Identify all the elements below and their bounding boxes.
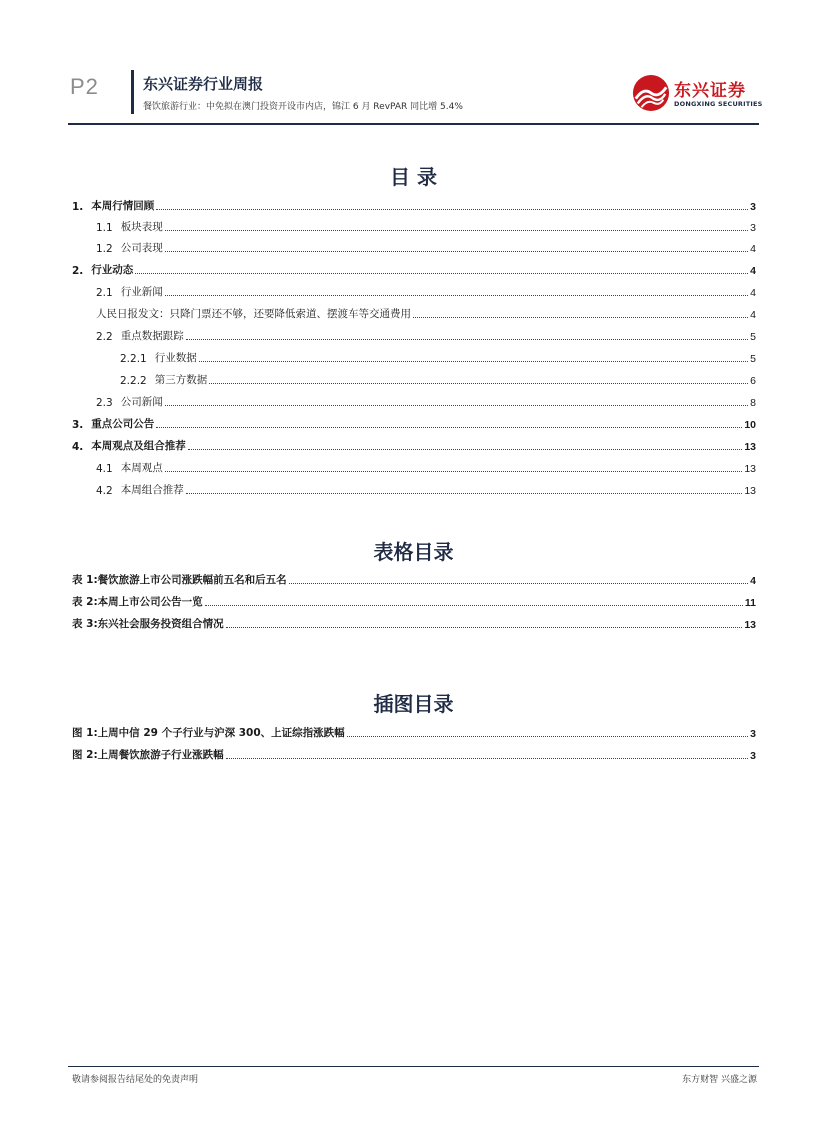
toc-entry-label: 本周观点及组合推荐 [91,440,186,452]
toc-entry-page: 3 [750,750,756,762]
toc-entry-label: 行业新闻 [120,286,163,298]
toc-entry-page: 5 [750,331,756,343]
footer-rule [68,1066,759,1067]
toc-title: 目 录 [390,165,437,189]
logo-chinese-name: 东兴证券 [674,81,746,101]
toc-entry-page: 10 [744,419,756,431]
toc-entry-label: 重点公司公告 [91,418,155,430]
toc-leader-dots [165,405,748,406]
toc-entry-number: 4.2 [96,485,113,497]
toc-entry-label: 公司新闻 [120,396,163,408]
toc-entry[interactable] [96,395,756,409]
toc-entry-page: 4 [750,575,756,587]
footer-disclaimer: 敬请参阅报告结尾处的免责声明 [72,1075,199,1085]
toc-entry-label: 表 1:餐饮旅游上市公司涨跌幅前五名和后五名 [72,574,287,586]
toc-leader-dots [156,427,742,428]
toc-leader-dots [156,209,748,210]
toc-leader-dots [186,339,748,340]
toc-entry-label: 本周组合推荐 [120,484,184,496]
toc-entry-label: 图 1:上周中信 29 个子行业与沪深 300、上证综指涨跌幅 [72,727,345,739]
toc-entry[interactable] [96,241,756,255]
header-divider-bar [131,70,134,114]
toc-entry-number: 2.2.2 [120,375,147,387]
toc-entry[interactable] [96,285,756,299]
toc-entry-page: 3 [750,201,756,213]
tables-toc-title: 表格目录 [373,540,454,564]
toc-entry-number: 2.2 [96,331,113,343]
toc-entry-number: 1.2 [96,243,113,255]
toc-leader-dots [209,383,748,384]
toc-entry-number: 2.2.1 [120,353,147,365]
toc-entry-page: 13 [744,441,756,453]
toc-entry[interactable] [96,329,756,343]
toc-entry-number: 2.1 [96,287,113,299]
toc-entry-number: 2. [72,265,84,277]
logo-english-name: DONGXING SECURITIES [674,100,763,108]
toc-entry[interactable] [96,483,756,497]
toc-leader-dots [165,471,743,472]
page-label: P2 [70,74,99,99]
toc-leader-dots [226,758,748,759]
toc-leader-dots [186,493,743,494]
toc-entry-page: 13 [744,619,756,631]
toc-entry-number: 1.1 [96,222,113,234]
toc-entry[interactable] [72,617,756,631]
toc-entry-number: 3. [72,419,84,431]
report-subtitle: 餐饮旅游行业：中免拟在澳门投资开设市内店，锦江 6 月 RevPAR 同比增 5.4% [143,102,463,112]
toc-entry-label: 人民日报发文：只降门票还不够，还要降低索道、摆渡车等交通费用 [96,308,411,320]
toc-entry-number: 4. [72,441,84,453]
toc-entry-page: 4 [750,309,756,321]
toc-entry-page: 4 [750,287,756,299]
figures-toc-title: 插图目录 [373,692,454,716]
toc-leader-dots [165,230,748,231]
toc-entry[interactable] [72,573,756,587]
toc-entry-page: 3 [750,222,756,234]
toc-entry-page: 8 [750,397,756,409]
toc-entry-page: 6 [750,375,756,387]
toc-entry-label: 重点数据跟踪 [120,330,184,342]
toc-entry[interactable] [120,351,756,365]
toc-entry[interactable] [96,461,756,475]
toc-leader-dots [188,449,743,450]
toc-leader-dots [226,627,743,628]
toc-entry-page: 5 [750,353,756,365]
toc-leader-dots [135,273,748,274]
toc-leader-dots [347,736,749,737]
toc-entry-page: 11 [744,597,756,609]
toc-entry[interactable] [96,220,756,234]
toc-entry-label: 第三方数据 [154,374,208,386]
toc-entry-page: 13 [744,463,756,475]
toc-entry[interactable] [120,373,756,387]
toc-leader-dots [205,605,743,606]
dongxing-logo-icon [632,74,670,112]
toc-entry-label: 表 3:东兴社会服务投资组合情况 [72,618,224,630]
report-title: 东兴证券行业周报 [143,75,264,93]
toc-entry-page: 4 [750,243,756,255]
header-rule [68,123,759,125]
toc-entry-label: 本周行情回顾 [91,200,155,212]
toc-entry-label: 行业动态 [91,264,134,276]
toc-entry-label: 行业数据 [154,352,197,364]
toc-entry-number: 4.1 [96,463,113,475]
toc-leader-dots [289,583,748,584]
toc-entry[interactable] [72,263,756,277]
toc-entry[interactable] [72,748,756,762]
toc-entry[interactable] [72,199,756,213]
toc-entry[interactable] [72,417,756,431]
toc-leader-dots [199,361,748,362]
toc-entry-number: 1. [72,201,84,213]
toc-entry[interactable] [72,726,756,740]
toc-entry-label: 公司表现 [120,242,163,254]
toc-leader-dots [165,251,748,252]
toc-entry[interactable] [72,439,756,453]
toc-entry-page: 13 [744,485,756,497]
toc-entry-number: 2.3 [96,397,113,409]
toc-entry-label: 板块表现 [120,221,163,233]
toc-entry-page: 4 [750,265,756,277]
toc-entry-page: 3 [750,728,756,740]
toc-entry[interactable] [72,595,756,609]
toc-entry-label: 表 2:本周上市公司公告一览 [72,596,203,608]
toc-entry-label: 图 2:上周餐饮旅游子行业涨跌幅 [72,749,224,761]
toc-leader-dots [413,317,748,318]
toc-leader-dots [165,295,748,296]
company-logo [632,74,762,114]
toc-entry-label: 本周观点 [120,462,163,474]
footer-slogan: 东方财智 兴盛之源 [682,1075,757,1085]
toc-entry[interactable] [96,307,756,321]
